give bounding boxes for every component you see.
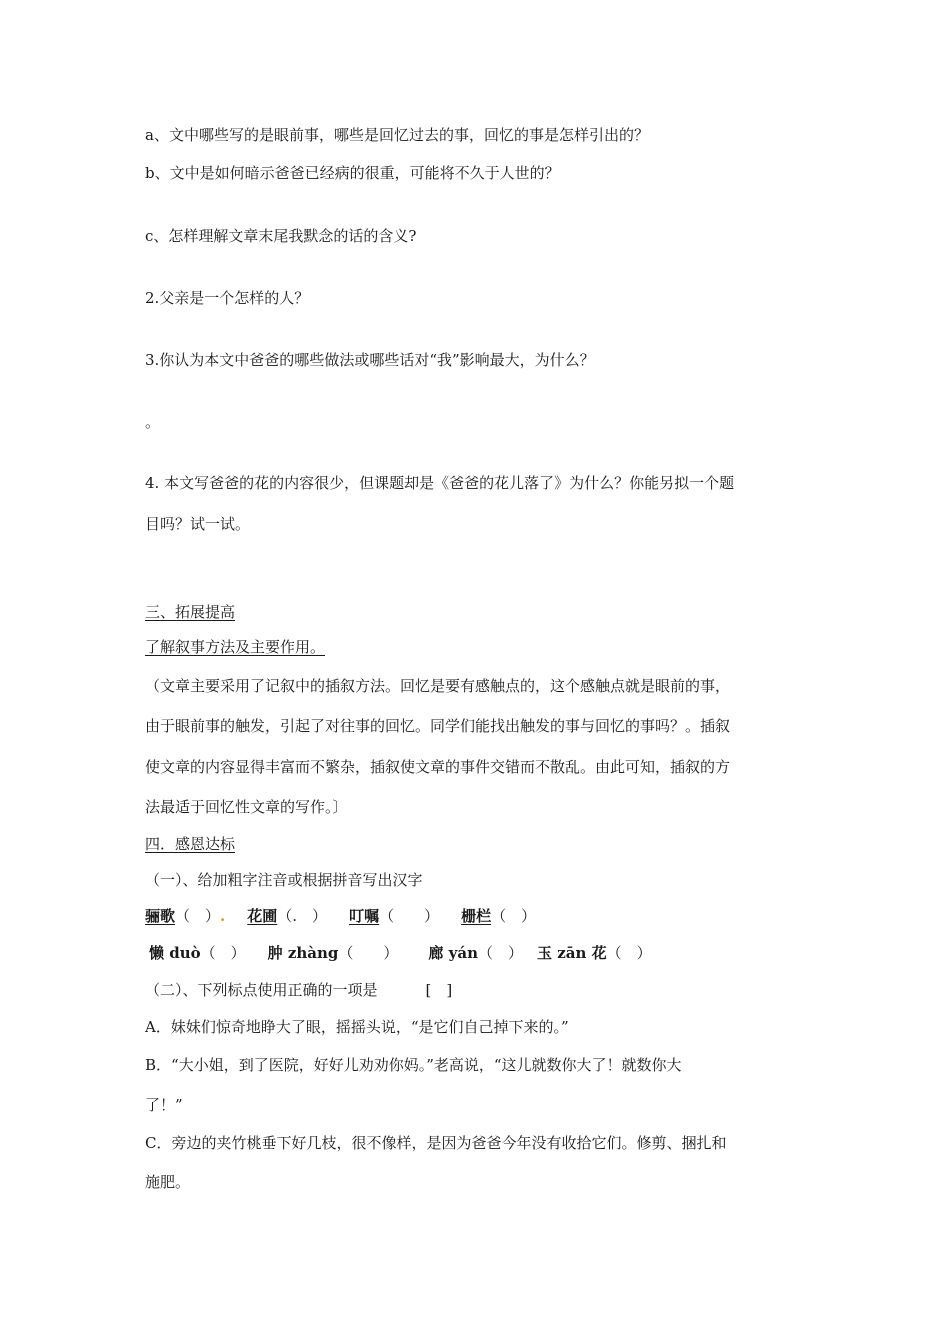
option-b-line2: 了！” (145, 1096, 183, 1114)
option-a: A．妹妹们惊奇地睁大了眼，摇摇头说，“是它们自己掉下来的。” (145, 1018, 569, 1036)
paren-3: （ ） (379, 907, 440, 925)
part2-title (145, 980, 452, 1000)
section4-heading: 四．感恩达标 (145, 835, 236, 853)
section3-paragraph-line1: （文章主要采用了记叙中的插叙方法。回忆是要有感触点的，这个感触点就是眼前的事， (145, 677, 731, 695)
section3-paragraph-line4: 法最适于回忆性文章的写作。〕 (145, 798, 348, 816)
question-4-line2: 目吗？试一试。 (145, 515, 251, 533)
option-c-line2: 施肥。 (145, 1173, 191, 1191)
paren-1: （ ） (175, 907, 221, 925)
section3-subheading: 了解叙事方法及主要作用。 (145, 638, 326, 656)
answer-period: 。 (145, 413, 161, 431)
word-8: 玉 zān 花 (537, 944, 607, 962)
section3-paragraph-line2: 由于眼前事的触发，引起了对往事的回忆。同学们能找出触发的事与回忆的事吗？。插叙 (145, 717, 731, 735)
emphasis-dot: . (220, 907, 226, 925)
question-2: 2.父亲是一个怎样的人？ (145, 289, 310, 307)
pinyin-row-2 (149, 943, 652, 963)
word-3: 叮嘱 (349, 907, 380, 925)
section3-paragraph-line3-part1: 使文章的内容显得丰富而不繁杂，插叙使文章的事件 (145, 758, 491, 776)
question-3: 3.你认为本文中爸爸的哪些做法或哪些话对“我”影响最大，为什么？ (145, 351, 595, 369)
section3-paragraph-line3 (145, 757, 730, 777)
pinyin-row-1 (145, 906, 536, 926)
question-4-line1: 4. 本文写爸爸的花的内容很少，但课题却是《爸爸的花儿落了》为什么？你能另拟一个题 (145, 474, 735, 492)
paren-8: （ ） (606, 944, 652, 962)
part2-title-text: （二）、下列标点使用正确的一项是 (145, 981, 378, 999)
word-5: 懒 duò (149, 944, 201, 962)
part1-title: （一）、给加粗字注音或根据拼音写出汉字 (145, 871, 423, 889)
paren-2: （. ） (277, 907, 328, 925)
question-a: a、文中哪些写的是眼前事，哪些是回忆过去的事，回忆的事是怎样引出的？ (145, 126, 649, 144)
paren-7: （ ） (478, 944, 524, 962)
paren-5: （ ） (200, 944, 246, 962)
word-2: 花圃 (247, 907, 278, 925)
word-4: 栅栏 (461, 907, 492, 925)
question-c: c、怎样理解文章末尾我默念的话的含义? (145, 227, 417, 245)
question-b: b、文中是如何暗示爸爸已经病的很重，可能将不久于人世的？ (145, 164, 560, 182)
paren-4: （ ） (491, 907, 537, 925)
section3-paragraph-line3-part2: 交错而不散乱。由此可知，插叙的方 (490, 758, 731, 776)
paren-6: （ ） (338, 944, 399, 962)
section3-heading: 三、拓展提高 (145, 603, 236, 621)
word-7: 廊 yán (428, 944, 478, 962)
answer-bracket: [ ] (425, 981, 453, 999)
option-c-line1: C．旁边的夹竹桃垂下好几枝，很不像样，是因为爸爸今年没有收拾它们。修剪、捆扎和 (145, 1134, 727, 1152)
word-1: 骊歌 (145, 907, 176, 925)
option-b-line1: B．“大小姐，到了医院，好好儿劝劝你妈。”老高说，“这儿就数你大了！就数你大 (145, 1056, 682, 1074)
word-6: 肿 zhàng (267, 944, 339, 962)
